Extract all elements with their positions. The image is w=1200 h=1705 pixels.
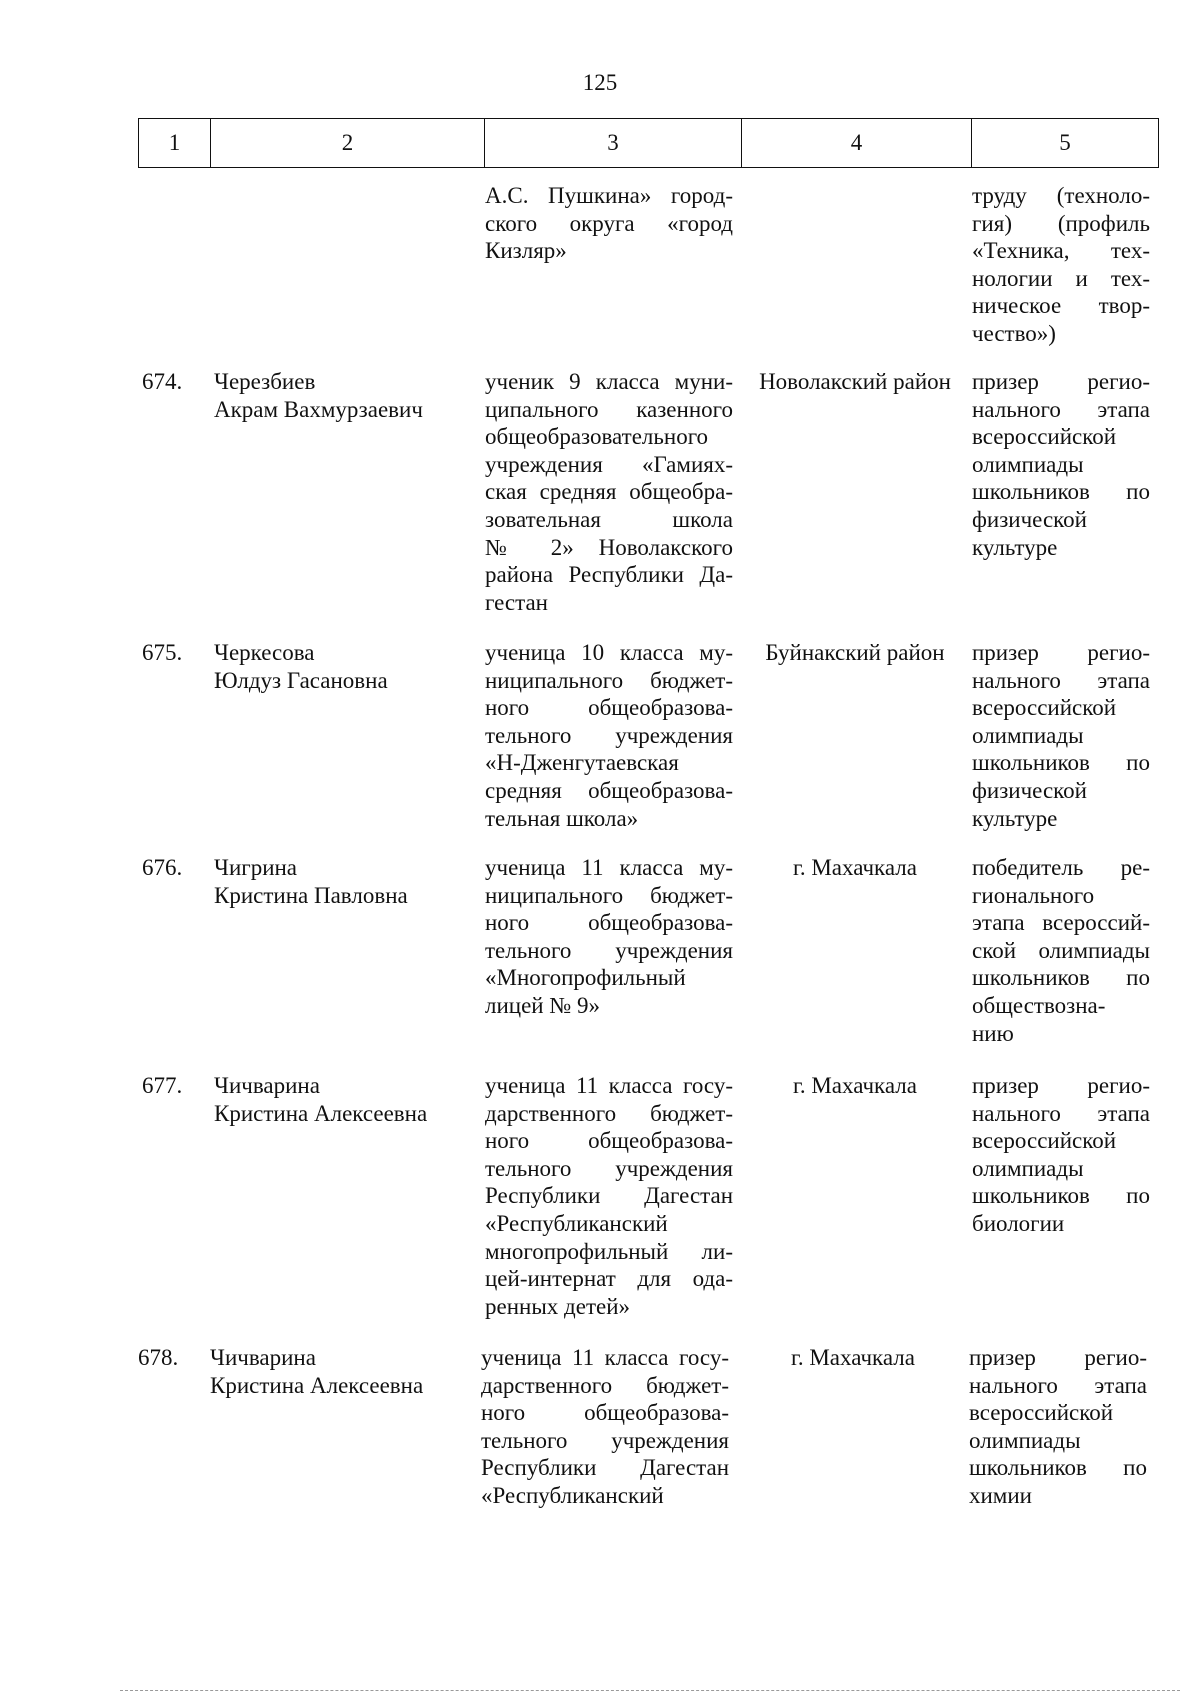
text-line: культуре: [972, 534, 1058, 560]
text-line: тельного учреждения: [485, 722, 733, 748]
text-line: Юлдуз Гасановна: [214, 667, 388, 693]
result: [972, 368, 1150, 561]
column-header-3: 3: [485, 119, 742, 168]
text-line: тельного учреждения: [481, 1427, 729, 1453]
text-line: Кристина Павловна: [214, 882, 408, 908]
text-line: Акрам Вахмурзаевич: [214, 396, 423, 422]
text-line: лицей № 9»: [485, 992, 601, 1018]
text-line: культуре: [972, 805, 1058, 831]
text-line: Кизляр»: [485, 238, 567, 264]
result: [969, 1344, 1147, 1510]
text-line: ской олимпиады: [972, 937, 1150, 963]
district: г. Махачкала: [791, 1345, 915, 1370]
text-line: биологии: [972, 1210, 1065, 1236]
continuation-result: [972, 182, 1150, 348]
text-line: олимпиады: [972, 1155, 1084, 1181]
district: Новолакский район: [759, 369, 951, 394]
text-line: Чигрина: [214, 855, 298, 880]
school-description: [485, 854, 733, 1020]
text-line: дарственного бюджет-: [485, 1100, 733, 1126]
text-line: Республики Дагестан: [481, 1455, 729, 1481]
text-line: всероссийской: [969, 1400, 1114, 1426]
school-description: [485, 1072, 733, 1320]
text-line: тельного учреждения: [485, 937, 733, 963]
result: [972, 639, 1150, 832]
text-line: А.С. Пушкина» город-: [485, 183, 733, 208]
school-description: [485, 639, 733, 832]
text-line: Чичварина: [210, 1345, 316, 1370]
continuation-school: [485, 182, 733, 265]
text-line: дарственного бюджет-: [481, 1372, 729, 1398]
text-line: ципального казенного: [485, 396, 733, 422]
text-line: химии: [969, 1482, 1032, 1508]
result: [972, 1072, 1150, 1238]
text-line: школьников по: [972, 479, 1150, 505]
text-line: олимпиады: [972, 451, 1084, 477]
text-line: нологии и тех-: [972, 265, 1150, 291]
text-line: школьников по: [972, 965, 1150, 991]
column-header-2: 2: [211, 119, 485, 168]
text-line: нального этапа: [969, 1372, 1147, 1398]
person-name: [214, 639, 388, 694]
text-line: школьников по: [969, 1455, 1147, 1481]
text-line: всероссийской: [972, 424, 1117, 450]
text-line: ниципального бюджет-: [485, 882, 733, 908]
school-description: [485, 368, 733, 616]
scan-edge-divider: [120, 1690, 1180, 1691]
district: Буйнакский район: [765, 640, 945, 665]
text-line: всероссийской: [972, 695, 1117, 721]
row-number: 675.: [142, 640, 183, 665]
text-line: школьников по: [972, 750, 1150, 776]
text-line: гия) (профиль: [972, 210, 1150, 236]
text-line: «Н-Дженгутаевская: [485, 750, 679, 776]
text-line: ученица 11 класса му-: [485, 855, 733, 880]
text-line: нального этапа: [972, 667, 1150, 693]
text-line: тельная школа»: [485, 805, 639, 831]
text-line: тельного учреждения: [485, 1155, 733, 1181]
text-line: труду (техноло-: [972, 183, 1150, 208]
text-line: Кристина Алексеевна: [214, 1100, 428, 1126]
district: г. Махачкала: [793, 855, 917, 880]
text-line: этапа всероссий-: [972, 910, 1150, 936]
text-line: «Техника, тех-: [972, 238, 1150, 264]
district: г. Махачкала: [793, 1073, 917, 1098]
text-line: школьников по: [972, 1183, 1150, 1209]
text-line: средняя общеобразова-: [485, 777, 733, 803]
text-line: ученица 11 класса госу-: [481, 1345, 729, 1370]
column-header-5: 5: [972, 119, 1159, 168]
column-header-1: 1: [139, 119, 211, 168]
text-line: ученица 11 класса госу-: [485, 1073, 733, 1098]
text-line: ского округа «город: [485, 210, 733, 236]
text-line: чество»): [972, 320, 1056, 346]
text-line: Чичварина: [214, 1073, 320, 1098]
text-line: обществозна-: [972, 992, 1106, 1018]
text-line: ниципального бюджет-: [485, 667, 733, 693]
person-name: [214, 854, 408, 909]
person-name: [214, 1072, 427, 1127]
row-number: 674.: [142, 369, 183, 394]
text-line: нального этапа: [972, 396, 1150, 422]
text-line: призер регио-: [969, 1345, 1147, 1370]
text-line: цей-интернат для ода-: [485, 1266, 733, 1292]
text-line: ученик 9 класса муни-: [485, 369, 733, 394]
text-line: нального этапа: [972, 1100, 1150, 1126]
text-line: физической: [972, 506, 1087, 532]
text-line: ного общеобразова-: [481, 1400, 729, 1426]
text-line: района Республики Да-: [485, 562, 733, 588]
text-line: олимпиады: [972, 722, 1084, 748]
text-line: Республики Дагестан: [485, 1183, 733, 1209]
text-line: ученица 10 класса му-: [485, 640, 733, 665]
text-line: победитель ре-: [972, 855, 1150, 880]
text-line: Черезбиев: [214, 369, 316, 394]
text-line: Черкесова: [214, 640, 315, 665]
text-line: общеобразовательного: [485, 424, 709, 450]
text-line: «Республиканский: [481, 1482, 664, 1508]
text-line: Кристина Алексеевна: [210, 1372, 424, 1398]
text-line: призер регио-: [972, 1073, 1150, 1098]
text-line: «Многопрофильный: [485, 965, 686, 991]
person-name: [210, 1344, 423, 1399]
column-header-4: 4: [742, 119, 972, 168]
text-line: ническое твор-: [972, 293, 1150, 319]
text-line: нию: [972, 1020, 1014, 1046]
text-line: «Республиканский: [485, 1210, 668, 1236]
row-number: 678.: [138, 1345, 179, 1370]
text-line: призер регио-: [972, 640, 1150, 665]
page-number: 125: [582, 70, 618, 95]
row-number: 677.: [142, 1073, 183, 1098]
school-description: [481, 1344, 729, 1510]
result: [972, 854, 1150, 1047]
person-name: [214, 368, 423, 423]
text-line: физической: [972, 777, 1087, 803]
row-number: 676.: [142, 855, 183, 880]
text-line: ного общеобразова-: [485, 695, 733, 721]
text-line: всероссийской: [972, 1128, 1117, 1154]
text-line: учреждения «Гамиях-: [485, 451, 733, 477]
text-line: ного общеобразова-: [485, 910, 733, 936]
text-line: гионального: [972, 882, 1095, 908]
text-line: ская средняя общеобра-: [485, 479, 733, 505]
text-line: многопрофильный ли-: [485, 1238, 733, 1264]
text-line: олимпиады: [969, 1427, 1081, 1453]
text-line: ренных детей»: [485, 1293, 631, 1319]
text-line: № 2» Новолакского: [485, 534, 733, 560]
text-line: призер регио-: [972, 369, 1150, 394]
text-line: ного общеобразова-: [485, 1128, 733, 1154]
text-line: зовательная школа: [485, 506, 733, 532]
text-line: гестан: [485, 589, 548, 615]
